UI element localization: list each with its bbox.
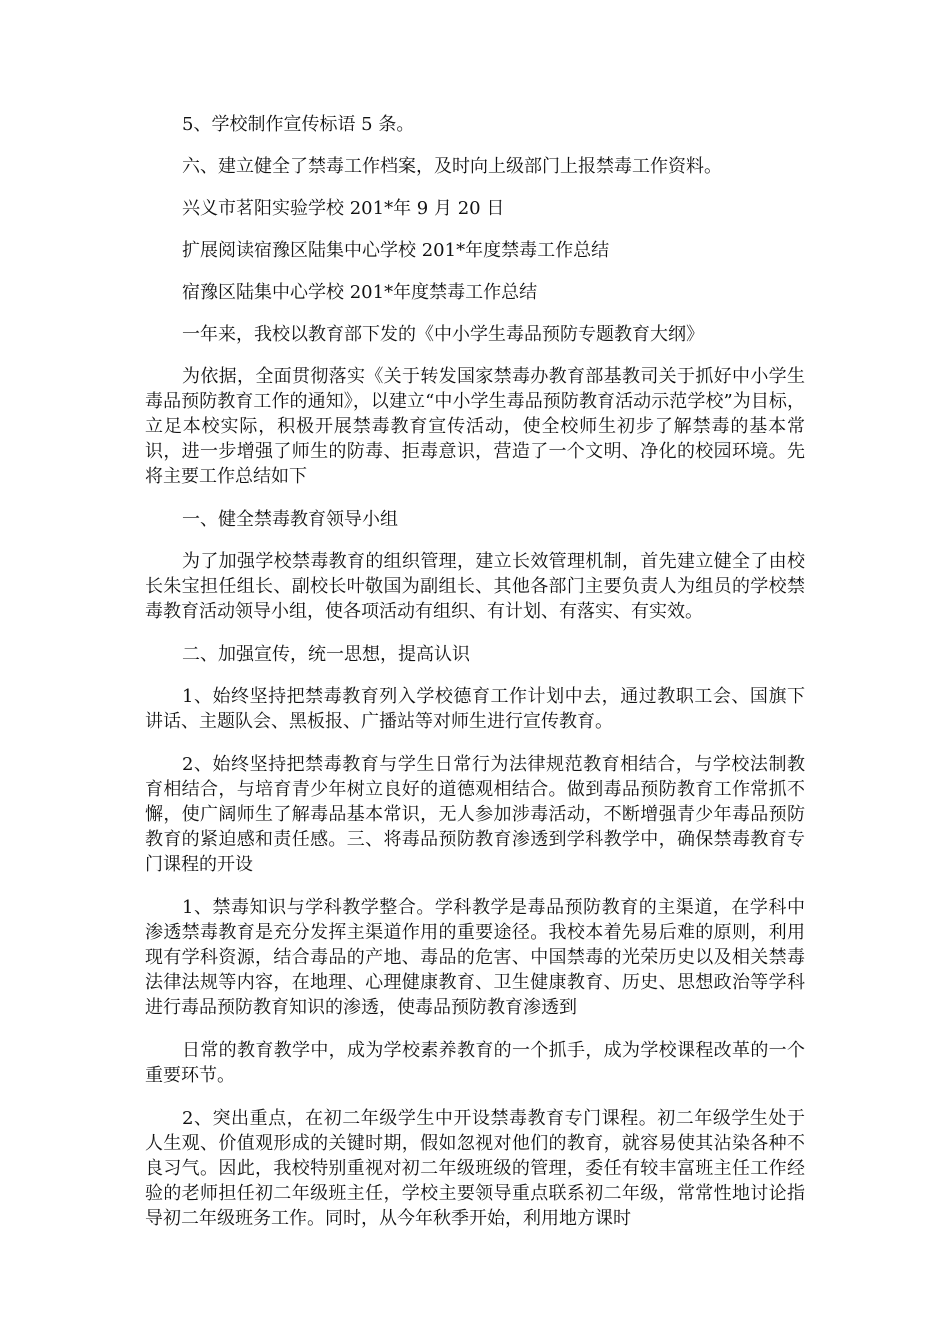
section-heading: 二、加强宣传，统一思想，提高认识 <box>182 644 470 665</box>
paragraph: 2、突出重点，在初二年级学生中开设禁毒教育专门课程。初二年级学生处于人生观、价值观形成的关键时期，假如忽视对他们的教育，就容易使其沾染各种不良习气。因此，我校特别重视对初二年级班级的管理，委任有较丰富班主任工作经验的老师担任初二年级班主任，学校主要领导重点联系初二年级，常常性地讨论指导初二年级班务工作。同时，从今年秋季开始，利用地方课时 <box>145 1108 805 1229</box>
paragraph: 为了加强学校禁毒教育的组织管理，建立长效管理机制，首先建立健全了由校长朱宝担任组长、副校长叶敬国为副组长、其他各部门主要负责人为组员的学校禁毒教育活动领导小组，使各项活动有组织、有计划、有落实、有实效。 <box>145 551 805 622</box>
paragraph: 2、始终坚持把禁毒教育与学生日常行为法律规范教育相结合，与学校法制教育相结合，与培育青少年树立良好的道德观相结合。做到毒品预防教育工作常抓不懈，使广阔师生了解毒品基本常识，无人参加涉毒活动，不断增强青少年毒品预防教育的紧迫感和责任感。三、将毒品预防教育渗透到学科教学中，确保禁毒教育专门课程的开设 <box>145 754 805 875</box>
section-heading: 一、健全禁毒教育领导小组 <box>182 509 398 530</box>
paragraph: 1、禁毒知识与学科教学整合。学科教学是毒品预防教育的主渠道，在学科中渗透禁毒教育是充分发挥主渠道作用的重要途径。我校本着先易后难的原则，利用现有学科资源，结合毒品的产地、毒品的危害、中国禁毒的光荣历史以及相关禁毒法律法规等内容，在地理、心理健康教育、卫生健康教育、历史、思想政治等学科进行毒品预防教育知识的渗透，使毒品预防教育渗透到 <box>145 897 805 1018</box>
paragraph: 日常的教育教学中，成为学校素养教育的一个抓手，成为学校课程改革的一个重要环节。 <box>145 1040 805 1086</box>
paragraph: 为依据，全面贯彻落实《关于转发国家禁毒办教育部基教司关于抓好中小学生毒品预防教育工作的通知》，以建立“中小学生毒品预防教育活动示范学校”为目标，立足本校实际，积极开展禁毒教育宣传活动，使全校师生初步了解禁毒的基本常识，进一步增强了师生的防毒、拒毒意识，营造了一个文明、净化的校园环境。先将主要工作总结如下 <box>145 366 805 487</box>
paragraph: 5、学校制作宣传标语 5 条。 <box>182 114 415 135</box>
paragraph: 1、始终坚持把禁毒教育列入学校德育工作计划中去，通过教职工会、国旗下讲话、主题队会、黑板报、广播站等对师生进行宣传教育。 <box>145 686 805 732</box>
paragraph: 兴义市茗阳实验学校 201*年 9 月 20 日 <box>182 198 505 219</box>
paragraph: 宿豫区陆集中心学校 201*年度禁毒工作总结 <box>182 282 538 303</box>
paragraph: 一年来，我校以教育部下发的《中小学生毒品预防专题教育大纲》 <box>182 324 704 345</box>
paragraph: 六、建立健全了禁毒工作档案，及时向上级部门上报禁毒工作资料。 <box>182 156 722 177</box>
document-body <box>145 112 805 1248</box>
paragraph: 扩展阅读宿豫区陆集中心学校 201*年度禁毒工作总结 <box>182 240 610 261</box>
